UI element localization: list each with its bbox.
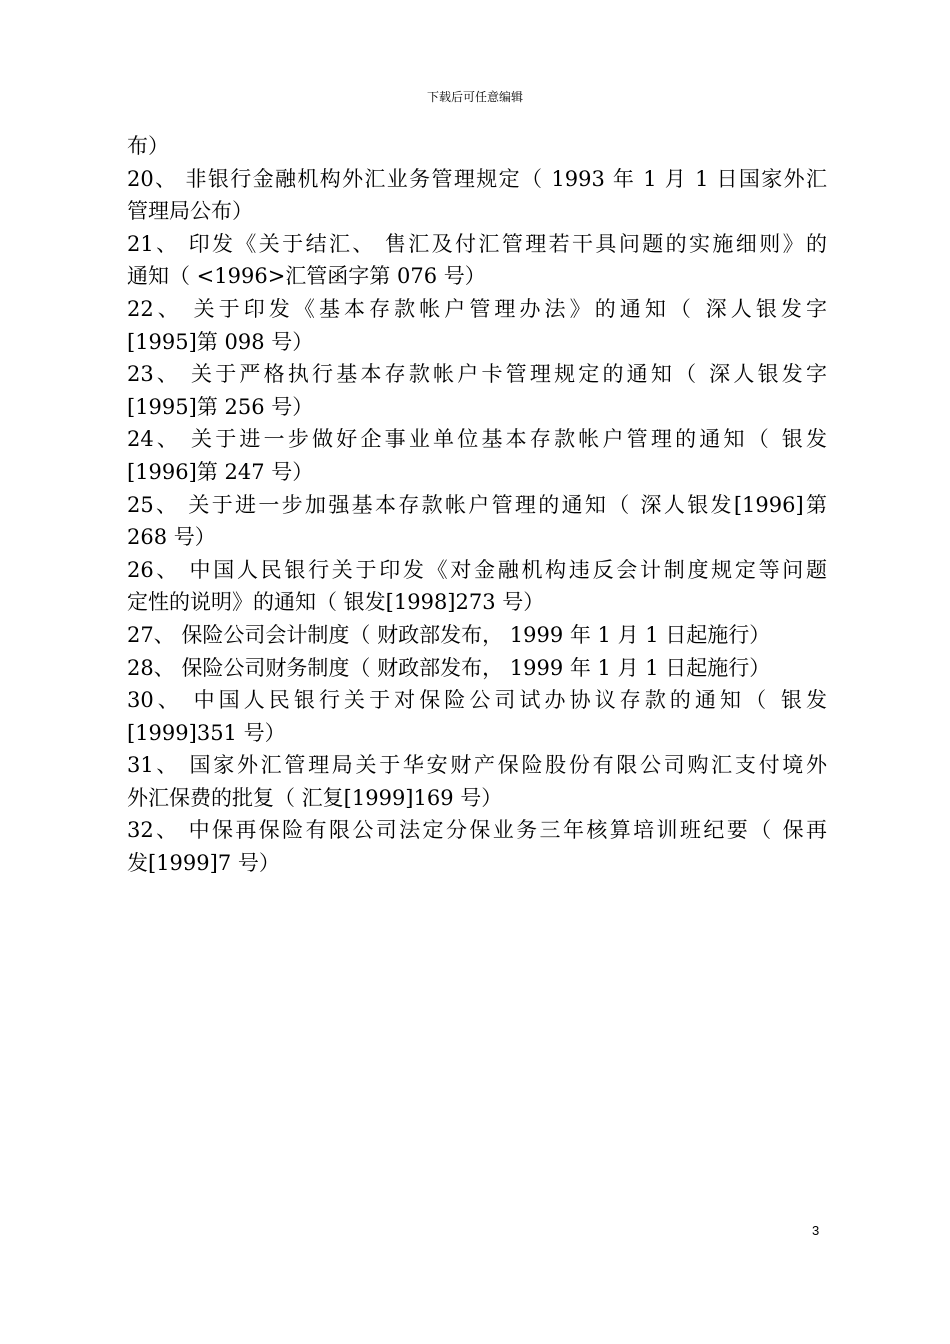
list-item-line: 通知（ <1996>汇管函字第 076 号） bbox=[127, 264, 486, 289]
list-item-27 bbox=[127, 619, 827, 652]
list-item-line: 31、 国家外汇管理局关于华安财产保险股份有限公司购汇支付境外 bbox=[127, 753, 827, 778]
list-item-line: 30、 中国人民银行关于对保险公司试办协议存款的通知（ 银发 bbox=[127, 688, 827, 713]
list-item-line: 外汇保费的批复（ 汇复[1999]169 号） bbox=[127, 785, 503, 810]
list-item-line: 21、 印发《关于结汇、 售汇及付汇管理若干具问题的实施细则》的 bbox=[127, 231, 827, 256]
list-item-line: 28、 保险公司财务制度（ 财政部发布， 1999 年 1 月 1 日起施行） bbox=[127, 655, 771, 680]
regulation-list bbox=[127, 130, 827, 880]
list-item-line: 定性的说明》的通知（ 银发[1998]273 号） bbox=[127, 590, 545, 615]
list-item-line: 27、 保险公司会计制度（ 财政部发布， 1999 年 1 月 1 日起施行） bbox=[127, 622, 771, 647]
list-item-line: 22、 关于印发《基本存款帐户管理办法》的通知（ 深人银发字 bbox=[127, 296, 827, 321]
list-item-line: 布） bbox=[127, 134, 169, 158]
list-item-line: 32、 中保再保险有限公司法定分保业务三年核算培训班纪要（ 保再 bbox=[127, 818, 827, 843]
list-item-28 bbox=[127, 652, 827, 685]
list-item-21 bbox=[127, 228, 827, 293]
list-item-23 bbox=[127, 358, 827, 423]
list-item-25 bbox=[127, 489, 827, 554]
list-item-30 bbox=[127, 684, 827, 749]
list-item-line: 26、 中国人民银行关于印发《对金融机构违反会计制度规定等问题 bbox=[127, 557, 827, 582]
list-item-line: [1996]第 247 号） bbox=[127, 459, 314, 484]
list-item-line: [1999]351 号） bbox=[127, 720, 286, 745]
list-item-26 bbox=[127, 554, 827, 619]
list-item-line: 25、 关于进一步加强基本存款帐户管理的通知（ 深人银发[1996]第 bbox=[127, 492, 827, 517]
list-item-22 bbox=[127, 293, 827, 358]
list-item-line: [1995]第 098 号） bbox=[127, 329, 314, 354]
list-item-line: [1995]第 256 号） bbox=[127, 394, 314, 419]
list-item-31 bbox=[127, 749, 827, 814]
list-item-continuation bbox=[127, 130, 827, 163]
list-item-line: 23、 关于严格执行基本存款帐户卡管理规定的通知（ 深人银发字 bbox=[127, 362, 827, 387]
list-item-32 bbox=[127, 814, 827, 879]
list-item-line: 发[1999]7 号） bbox=[127, 851, 280, 876]
list-item-line: 268 号） bbox=[127, 525, 216, 550]
list-item-20 bbox=[127, 163, 827, 228]
list-item-24 bbox=[127, 423, 827, 488]
page-number: 3 bbox=[812, 1223, 820, 1238]
list-item-line: 20、 非银行金融机构外汇业务管理规定（ 1993 年 1 月 1 日国家外汇 bbox=[127, 166, 827, 191]
list-item-line: 24、 关于进一步做好企事业单位基本存款帐户管理的通知（ 银发 bbox=[127, 427, 827, 452]
list-item-line: 管理局公布） bbox=[127, 199, 253, 224]
page-header: 下载后可任意编辑 bbox=[426, 90, 523, 104]
